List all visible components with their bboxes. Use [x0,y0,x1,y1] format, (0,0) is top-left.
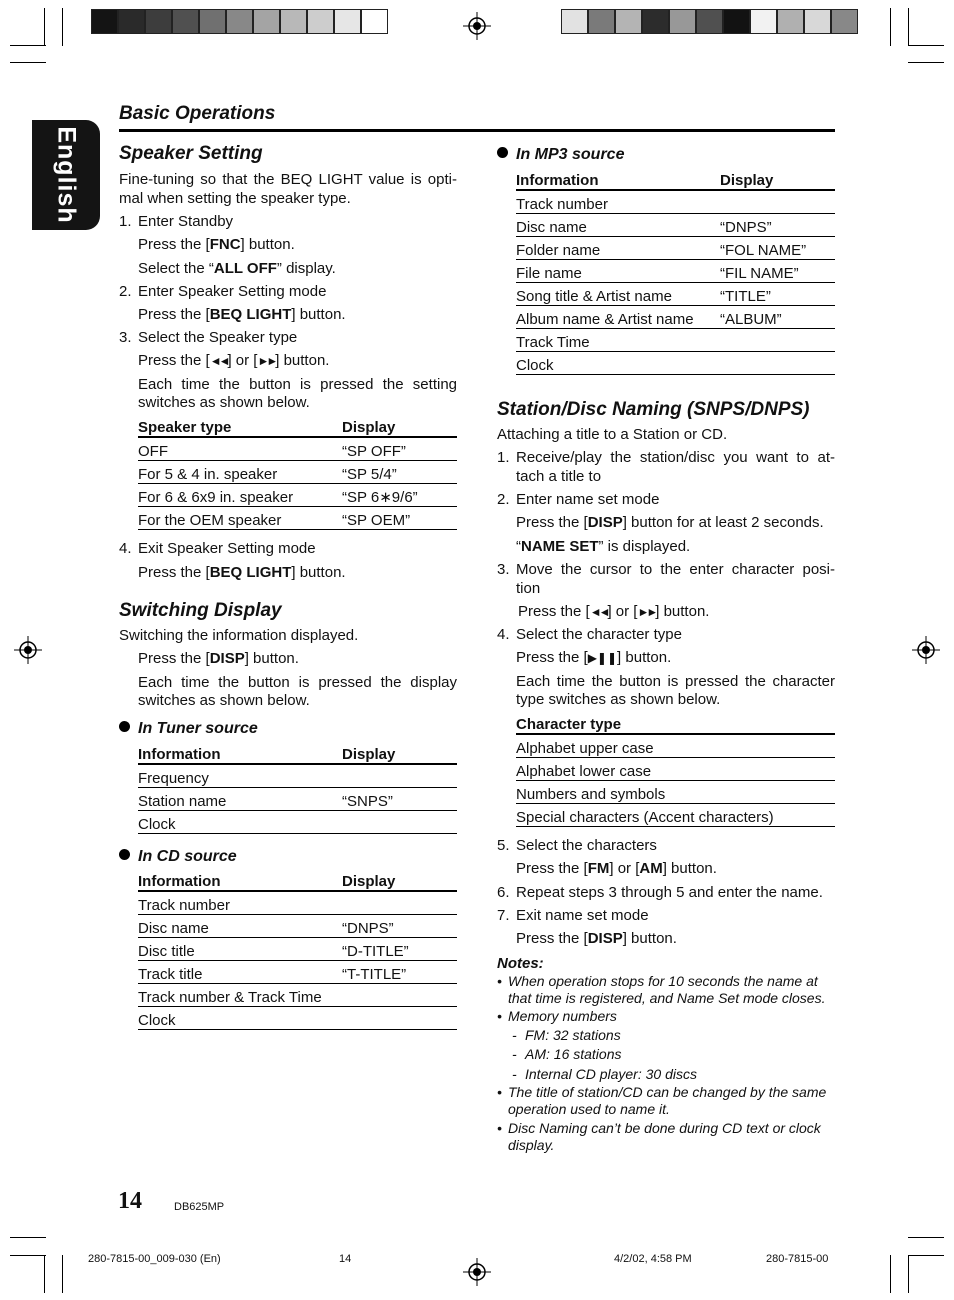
step-number: 3. [497,561,510,578]
color-swatch [750,9,777,34]
table-row [516,283,835,306]
step-number: 4. [497,626,510,643]
table-row [138,1007,457,1030]
table-row [138,507,457,530]
color-swatch [831,9,858,34]
table-header: Character type [516,712,835,734]
note-bullet: • [497,1084,502,1100]
language-side-tab [32,120,100,230]
table-cell [342,891,457,915]
crop-line [10,1237,46,1238]
table-header: Display [342,869,457,891]
table-cell: Frequency [138,764,342,788]
color-swatch [307,9,334,34]
note-text: Disc Naming can’t be done during CD text or clock [508,1120,821,1136]
table-cell: For 5 & 4 in. speaker [138,461,342,484]
note-subitem: FM: 32 stations [525,1027,621,1043]
note-dash: - [512,1046,517,1062]
side-tab-label: English [52,126,81,224]
step-text: tion [516,580,541,597]
speaker-setting-title: Speaker Setting [119,143,263,164]
table-cell [342,1007,457,1030]
color-swatch [226,9,253,34]
crop-line [908,8,909,46]
step-text: Exit name set mode [516,907,649,924]
table-row [516,260,835,283]
rewind-icon: ◄◄ [589,605,608,619]
character-type-table [516,712,835,827]
color-swatch [804,9,831,34]
step-description: Each time the button is pressed the character [516,673,835,690]
table-cell: Alphabet lower case [516,758,835,781]
table-cell: “TITLE” [720,283,835,306]
step-number: 7. [497,907,510,924]
table-row [138,984,457,1007]
color-swatch [696,9,723,34]
step-instruction: Press the [◄◄] or [►►] button. [138,352,330,369]
crop-line [908,1255,944,1256]
registration-target-icon [463,12,491,40]
color-swatch [723,9,750,34]
color-swatch [669,9,696,34]
crop-line [44,1255,45,1293]
table-cell: Clock [138,811,342,834]
step-instruction: Press the [DISP] button. [138,650,299,667]
step-text: Select the characters [516,837,657,854]
crop-line [908,1237,944,1238]
color-swatch [361,9,388,34]
table-cell: Disc name [516,214,720,237]
step-instruction: Press the [FM] or [AM] button. [516,860,717,877]
table-cell: “SP OEM” [342,507,457,530]
table-header: Information [138,742,342,764]
crop-line [10,62,46,63]
rewind-icon: ◄◄ [209,354,228,368]
fast-forward-icon: ►► [257,354,276,368]
step-text: Repeat steps 3 through 5 and enter the name. [516,884,823,901]
header-rule [119,129,835,132]
step-text: Enter name set mode [516,491,660,508]
note-bullet: • [497,973,502,989]
table-row [516,237,835,260]
color-swatch [118,9,145,34]
table-header: Display [342,415,457,437]
table-cell: “SP OFF” [342,437,457,461]
registration-target-icon [463,1258,491,1286]
table-cell: Clock [516,352,720,375]
table-cell: “DNPS” [720,214,835,237]
note-text: that time is registered, and Name Set mode closes. [508,990,826,1006]
note-dash: - [512,1027,517,1043]
crop-line [10,45,46,46]
step-text: tach a title to [516,468,602,485]
table-cell: “D-TITLE” [342,938,457,961]
color-swatch [199,9,226,34]
fast-forward-icon: ►► [637,605,656,619]
step-instruction: Select the “ALL OFF” display. [138,260,336,277]
naming-intro: Attaching a title to a Station or CD. [497,426,728,443]
table-cell: For the OEM speaker [138,507,342,530]
color-swatch [588,9,615,34]
print-code: 280-7815-00 [766,1253,829,1265]
play-pause-icon: ▶❚❚ [587,651,618,665]
table-cell [342,764,457,788]
step-instruction: Press the [▶❚❚] button. [516,649,672,666]
table-row [138,938,457,961]
table-row [516,329,835,352]
table-cell: “SNPS” [342,788,457,811]
crop-line [908,1255,909,1293]
table-cell: Disc name [138,915,342,938]
bullet-icon [497,147,508,158]
crop-line [62,1255,63,1293]
step-text: Enter Speaker Setting mode [138,283,327,300]
table-header: Speaker type [138,415,342,437]
cd-display-table [138,869,457,1030]
step-number: 1. [497,449,510,466]
table-cell: File name [516,260,720,283]
note-text: operation used to name it. [508,1101,670,1117]
step-instruction: Press the [BEQ LIGHT] button. [138,564,346,581]
mp3-source-heading: In MP3 source [497,146,624,164]
step-instruction: Press the [DISP] button for at least 2 seconds. [516,514,824,531]
speaker-intro-line: mal when setting the speaker type. [119,190,351,207]
table-cell [342,984,457,1007]
table-cell: “FIL NAME” [720,260,835,283]
print-page-number: 14 [339,1253,352,1265]
cd-source-heading: In CD source [119,848,237,866]
table-row [138,788,457,811]
note-text: display. [508,1137,555,1153]
color-swatch [642,9,669,34]
step-instruction: “NAME SET” is displayed. [516,538,691,555]
table-header: Display [342,742,457,764]
table-cell: Track number & Track Time [138,984,342,1007]
table-header: Information [138,869,342,891]
bullet-icon [119,721,130,732]
crop-line [10,1255,46,1256]
step-description: type switches as shown below. [516,691,721,708]
table-cell: Disc title [138,938,342,961]
table-cell: Track number [516,190,720,214]
step-number: 6. [497,884,510,901]
table-row [516,734,835,758]
table-cell: Station name [138,788,342,811]
step-instruction: Press the [BEQ LIGHT] button. [138,306,346,323]
table-row [138,437,457,461]
registration-target-icon [912,636,940,664]
table-cell: Numbers and symbols [516,781,835,804]
table-header-row [516,712,835,734]
step-instruction: Press the [FNC] button. [138,236,295,253]
note-subitem: Internal CD player: 30 discs [525,1066,697,1082]
table-cell: Track Time [516,329,720,352]
table-row [138,764,457,788]
step-number: 2. [497,491,510,508]
step-text: Enter Standby [138,213,234,230]
note-text: The title of station/CD can be changed by the same [508,1084,827,1100]
table-cell: Special characters (Accent characters) [516,804,835,827]
crop-line [908,62,944,63]
color-swatch [777,9,804,34]
table-cell: “T-TITLE” [342,961,457,984]
table-cell [342,811,457,834]
table-cell: Track title [138,961,342,984]
table-cell: For 6 & 6x9 in. speaker [138,484,342,507]
bullet-icon [119,849,130,860]
step-text: Receive/play the station/disc you want to at- [516,449,835,466]
note-bullet: • [497,1120,502,1136]
step-description: switches as shown below. [138,394,310,411]
table-cell: Clock [138,1007,342,1030]
color-swatch [253,9,280,34]
note-dash: - [512,1066,517,1082]
crop-line [62,8,63,46]
switching-display-title: Switching Display [119,600,282,621]
table-header-row [138,742,457,764]
table-cell: Alphabet upper case [516,734,835,758]
step-number: 2. [119,283,132,300]
step-text: Select the character type [516,626,682,643]
step-number: 1. [119,213,132,230]
step-instruction: Press the [◄◄] or [►►] button. [518,603,710,620]
table-cell [720,190,835,214]
color-swatch [91,9,118,34]
table-header-row [138,415,457,437]
color-swatch [280,9,307,34]
color-swatch [145,9,172,34]
model-code: DB625MP [174,1201,225,1213]
note-subitem: AM: 16 stations [525,1046,622,1062]
table-header: Display [720,168,835,190]
print-date: 4/2/02, 4:58 PM [614,1253,692,1265]
table-cell: “DNPS” [342,915,457,938]
table-header-row [516,168,835,190]
table-cell: Folder name [516,237,720,260]
table-row [138,811,457,834]
table-row [516,190,835,214]
step-text: Move the cursor to the enter character posi- [516,561,835,578]
table-cell [720,329,835,352]
color-swatch [172,9,199,34]
table-row [516,214,835,237]
page-number: 14 [118,1188,142,1214]
step-instruction: Press the [DISP] button. [516,930,677,947]
step-description: Each time the button is pressed the display [138,674,457,691]
print-file-name: 280-7815-00_009-030 (En) [88,1253,221,1265]
step-text: Select the Speaker type [138,329,298,346]
color-swatch [334,9,361,34]
table-cell: OFF [138,437,342,461]
note-text: Memory numbers [508,1008,617,1024]
switching-intro: Switching the information displayed. [119,627,359,644]
step-description: Each time the button is pressed the setting [138,376,457,393]
table-row [138,915,457,938]
color-swatch [615,9,642,34]
table-cell: “SP 5/4” [342,461,457,484]
crop-line [908,45,944,46]
table-row [138,461,457,484]
table-row [138,961,457,984]
crop-line [890,8,891,46]
note-bullet: • [497,1008,502,1024]
table-row [516,758,835,781]
crop-line [44,8,45,46]
tuner-display-table [138,742,457,834]
table-cell: Track number [138,891,342,915]
step-description: switches as shown below. [138,692,310,709]
speaker-type-table [138,415,457,530]
table-cell: “FOL NAME” [720,237,835,260]
table-row [138,891,457,915]
table-cell: Song title & Artist name [516,283,720,306]
table-cell [720,352,835,375]
table-row [516,352,835,375]
step-text: Exit Speaker Setting mode [138,540,316,557]
table-row [138,484,457,507]
notes-title: Notes: [497,955,544,972]
note-text: When operation stops for 10 seconds the name at [508,973,818,989]
speaker-intro-line: Fine-tuning so that the BEQ LIGHT value is opti- [119,171,457,188]
registration-target-icon [14,636,42,664]
step-number: 5. [497,837,510,854]
tuner-source-heading: In Tuner source [119,720,258,738]
crop-line [890,1255,891,1293]
naming-title: Station/Disc Naming (SNPS/DNPS) [497,399,810,420]
table-cell: “SP 6∗9/6” [342,484,457,507]
table-header: Information [516,168,720,190]
table-row [516,781,835,804]
step-number: 3. [119,329,132,346]
step-number: 4. [119,540,132,557]
color-swatch [561,9,588,34]
mp3-display-table [516,168,835,375]
table-row [516,306,835,329]
page-section-header: Basic Operations [119,103,276,124]
table-header-row [138,869,457,891]
table-row [516,804,835,827]
table-cell: Album name & Artist name [516,306,720,329]
table-cell: “ALBUM” [720,306,835,329]
